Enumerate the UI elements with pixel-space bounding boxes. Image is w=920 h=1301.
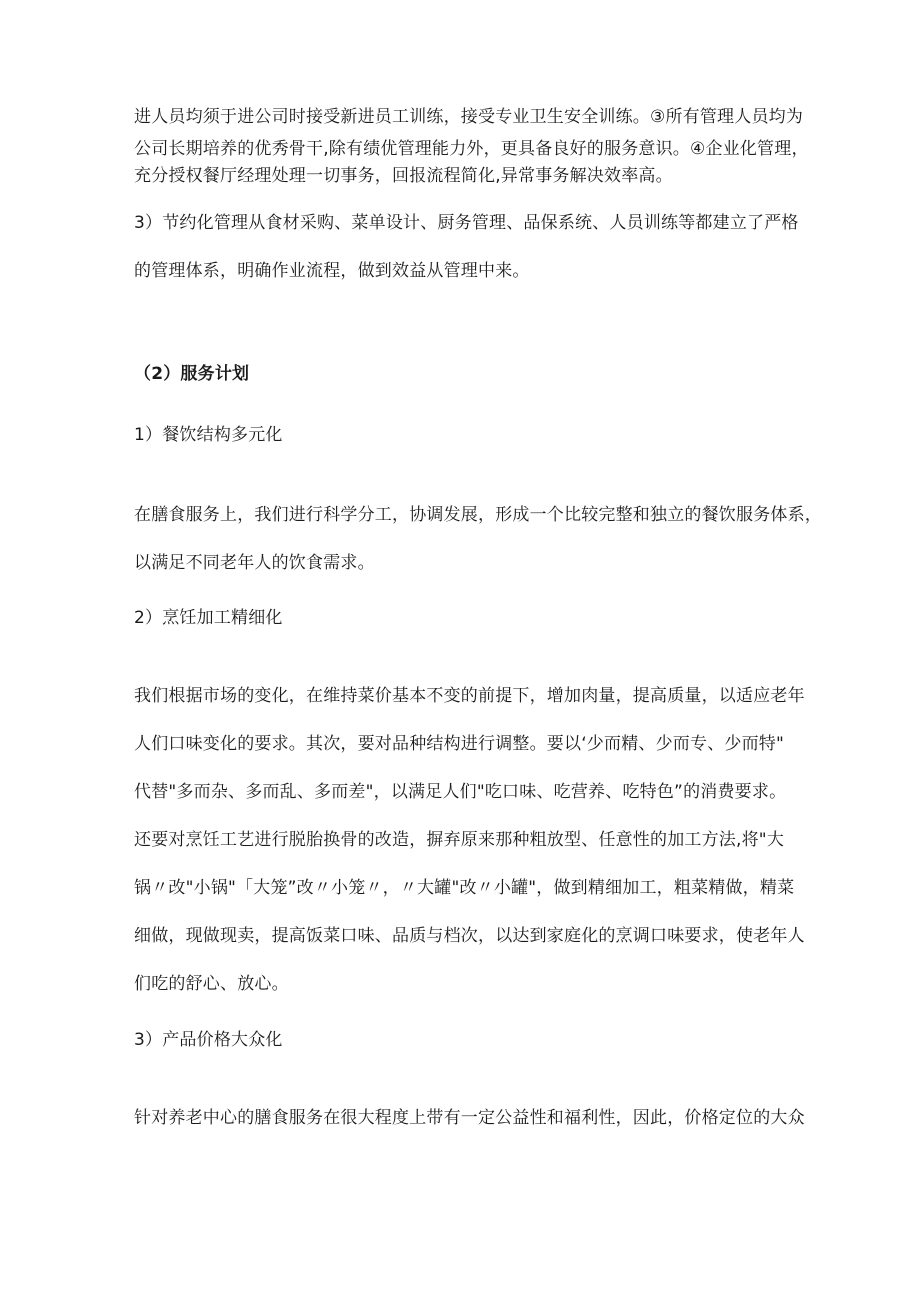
paragraph-line: 我们根据市场的变化，在维持菜价基本不变的前提下，增加肉量，提高质量，以适应老年 [134, 686, 805, 706]
paragraph-line: 人们口味变化的要求。其次，要对品种结构进行调整。要以‘少而精、少而专、少而特" [134, 734, 785, 754]
list-item-line: 的管理体系，明确作业流程，做到效益从管理中来。 [134, 261, 530, 281]
paragraph-line: 细做，现做现卖，提高饭菜口味、品质与档次，以达到家庭化的烹调口味要求，使老年人 [134, 926, 805, 946]
subsection-title: 2）烹饪加工精细化 [134, 608, 283, 628]
section-heading: （2）服务计划 [134, 364, 250, 384]
paragraph-line: 在膳食服务上，我们进行科学分工，协调发展，形成一个比较完整和独立的餐饮服务体系， [134, 505, 822, 525]
paragraph-line: 公司长期培养的优秀骨干,除有绩优管理能力外，更具备良好的服务意识。④企业化管理， [134, 139, 809, 159]
paragraph-line: 锅〃改"小锅"「大笼”改〃小笼〃，〃大罐"改〃小罐"，做到精细加工，粗菜精做，精菜 [134, 878, 795, 898]
paragraph-line: 针对养老中心的膳食服务在很大程度上带有一定公益性和福利性，因此，价格定位的大众 [134, 1108, 805, 1128]
paragraph-line: 进人员均须于进公司时接受新进员工训练，接受专业卫生安全训练。③所有管理人员均为 [134, 107, 804, 127]
list-item-line: 3）节约化管理从食材采购、菜单设计、厨务管理、品保系统、人员训练等都建立了严格 [134, 213, 799, 233]
paragraph-line: 以满足不同老年人的饮食需求。 [134, 553, 375, 573]
subsection-title: 3）产品价格大众化 [134, 1030, 283, 1050]
subsection-title: 1）餐饮结构多元化 [134, 425, 283, 445]
paragraph-line: 代替"多而杂、多而乱、多而差"，以满足人们"吃口味、吃营养、吃特色”的消费要求。 [134, 782, 787, 802]
paragraph-line: 还要对烹饪工艺进行脱胎换骨的改造，摒弃原来那种粗放型、任意性的加工方法,将"大 [134, 830, 785, 850]
paragraph-line: 充分授权餐厅经理处理一切事务，回报流程简化,异常事务解决效率高。 [134, 166, 673, 186]
paragraph-line: 们吃的舒心、放心。 [134, 974, 289, 994]
